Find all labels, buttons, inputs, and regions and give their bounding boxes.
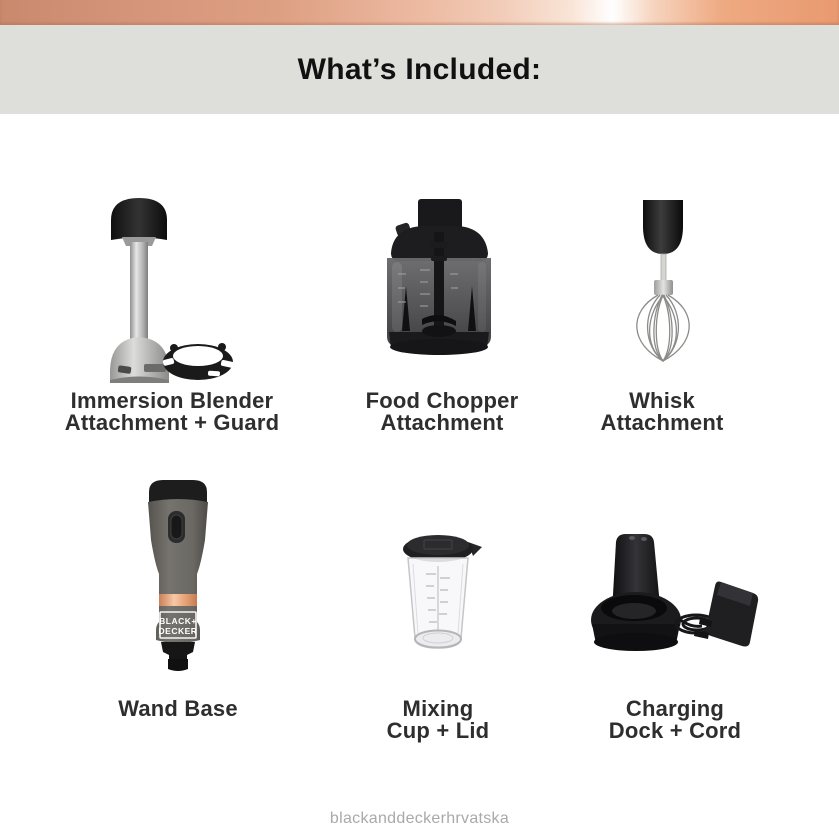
- copper-accent-ring: [159, 594, 197, 606]
- whisk-wires: [637, 295, 689, 361]
- dock-bowl-inner: [612, 603, 656, 619]
- item-whisk: [512, 188, 812, 433]
- whisk-collar: [654, 280, 673, 295]
- mixing-cup-lid-image: [378, 532, 498, 660]
- item-wand-base: [28, 470, 328, 720]
- item-label: Immersion Blender Attachment + Guard: [64, 388, 280, 435]
- brand-logo-line2: DECKER: [158, 626, 198, 636]
- brand-logo: [159, 612, 198, 638]
- wall-adapter: [694, 582, 758, 647]
- wand-base-image: [123, 478, 233, 678]
- wand-connector: [161, 642, 195, 659]
- page-title: What’s Included:: [297, 52, 542, 86]
- cup-lid-top: [407, 535, 469, 555]
- charging-dock-cord-image: [570, 530, 780, 662]
- shaft-collar-2: [431, 256, 447, 261]
- whisk-cup: [643, 200, 683, 254]
- shaft-collar-1: [430, 242, 448, 248]
- whisk-stem: [661, 254, 666, 282]
- power-button-inner: [171, 515, 182, 539]
- brand-logo-line1: BLACK+: [159, 616, 197, 626]
- chopper-collar: [418, 199, 462, 230]
- watermark-text: blackanddeckerhrvatska: [329, 810, 510, 827]
- bowl-highlight-right: [478, 262, 486, 332]
- item-immersion-blender: [22, 188, 322, 433]
- copper-gradient-band: [0, 0, 839, 25]
- item-charging-dock: [525, 470, 825, 741]
- blender-cap: [111, 198, 167, 240]
- immersion-blender-attachment-image: [62, 194, 282, 390]
- bowl-highlight-left: [392, 262, 402, 332]
- food-chopper-attachment-image: [362, 198, 522, 358]
- blade-hub: [422, 325, 456, 337]
- blender-shaft: [130, 242, 148, 340]
- item-label: Food Chopper Attachment: [365, 388, 519, 435]
- item-label: Wand Base: [118, 696, 238, 721]
- blender-bell-foot: [110, 337, 169, 381]
- item-label: Charging Dock + Cord: [608, 696, 742, 743]
- dock-base-shadow: [594, 633, 678, 651]
- charge-contact-2: [641, 537, 647, 541]
- chopper-base-shadow: [390, 339, 488, 355]
- wand-connector-tip: [168, 659, 188, 671]
- guard-ring: [162, 343, 235, 380]
- item-label: Mixing Cup + Lid: [386, 696, 490, 743]
- bell-slot-right: [144, 364, 166, 372]
- item-label: Whisk Attachment: [600, 388, 724, 435]
- charge-contact-1: [629, 536, 635, 540]
- title-band: [0, 25, 839, 114]
- whisk-attachment-image: [602, 198, 722, 370]
